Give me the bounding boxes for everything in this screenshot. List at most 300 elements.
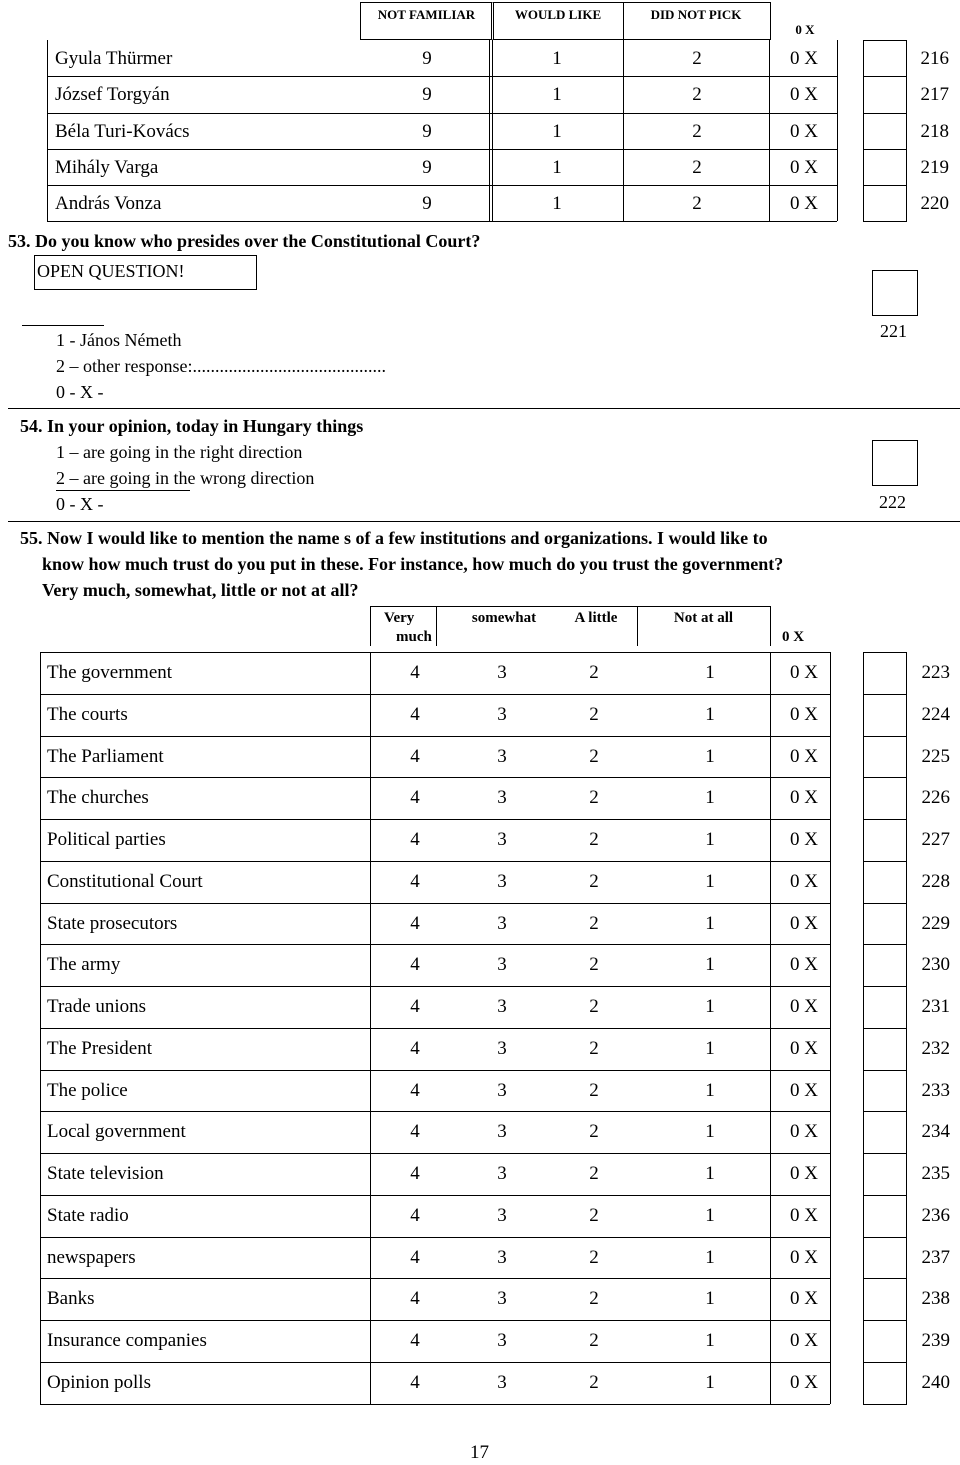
row-code: 232 <box>921 1037 950 1059</box>
value-not-familiar[interactable]: 9 <box>422 156 432 178</box>
row-code: 237 <box>921 1246 950 1268</box>
value-not-at-all[interactable]: 1 <box>705 829 715 850</box>
value-very-much[interactable]: 4 <box>410 662 420 683</box>
row-rule-top <box>40 1153 830 1154</box>
table-row <box>40 944 960 986</box>
value-a-little[interactable]: 2 <box>589 787 599 809</box>
q55-question-line-2: know how much trust do you put in these. For instance, how much do you trust the government? <box>42 554 784 574</box>
institution-name: Political parties <box>47 829 166 850</box>
value-somewhat[interactable]: 3 <box>497 1330 507 1351</box>
table-row <box>40 1278 960 1320</box>
q54-answer-box[interactable] <box>872 440 918 486</box>
row-rule-top <box>40 1362 830 1363</box>
row-border-left <box>40 1153 41 1195</box>
value-somewhat[interactable]: 3 <box>497 662 507 683</box>
col-divider <box>370 1028 371 1070</box>
col-divider <box>830 861 831 903</box>
row-border-left <box>40 1320 41 1362</box>
q52-header-did-not-pick: DID NOT PICK <box>650 7 742 22</box>
col-divider <box>370 903 371 945</box>
row-code: 220 <box>920 193 949 215</box>
value-not-at-all[interactable]: 1 <box>705 703 715 725</box>
respondent-name: Mihály Varga <box>55 156 159 178</box>
col-divider <box>492 76 493 112</box>
col-divider <box>492 40 493 76</box>
col-divider <box>489 185 490 221</box>
value-did-not-pick[interactable]: 2 <box>692 193 702 215</box>
value-did-not-pick[interactable]: 2 <box>692 156 702 178</box>
value-somewhat[interactable]: 3 <box>497 1079 507 1101</box>
value-zero-x[interactable]: 0 X <box>790 1204 818 1226</box>
col-divider <box>370 986 371 1028</box>
row-border-left <box>40 694 41 736</box>
col-divider <box>830 1362 831 1404</box>
col-divider <box>370 819 371 861</box>
institution-name: The police <box>47 1079 128 1101</box>
col-divider <box>837 113 838 149</box>
value-very-much[interactable]: 4 <box>410 996 420 1017</box>
value-a-little[interactable]: 2 <box>589 662 599 683</box>
row-code: 219 <box>920 156 949 178</box>
value-very-much[interactable]: 4 <box>410 1288 420 1310</box>
col-divider <box>769 113 770 149</box>
col-divider <box>370 694 371 736</box>
value-somewhat[interactable]: 3 <box>497 954 507 976</box>
value-zero-x[interactable]: 0 X <box>790 662 818 683</box>
col-divider <box>770 1320 771 1362</box>
value-zero-x[interactable]: 0 X <box>790 48 818 69</box>
value-zero-x[interactable]: 0 X <box>790 1121 818 1143</box>
row-code: 227 <box>921 829 950 850</box>
institution-name: The President <box>47 1037 153 1059</box>
value-somewhat[interactable]: 3 <box>497 1037 507 1059</box>
q55-header-zero-x: 0 X <box>782 629 805 645</box>
col-divider <box>770 861 771 903</box>
col-divider <box>370 1070 371 1112</box>
value-zero-x[interactable]: 0 X <box>790 1371 818 1393</box>
value-a-little[interactable]: 2 <box>589 996 599 1017</box>
value-would-like[interactable]: 1 <box>552 84 562 106</box>
col-divider <box>830 1070 831 1112</box>
col-divider <box>830 986 831 1028</box>
row-border-left <box>40 944 41 986</box>
value-very-much[interactable]: 4 <box>410 745 420 767</box>
q54-option-2: 2 – are going in the wrong direction <box>56 468 315 488</box>
value-somewhat[interactable]: 3 <box>497 1121 507 1143</box>
value-very-much[interactable]: 4 <box>410 954 420 976</box>
institution-name: Trade unions <box>47 996 147 1017</box>
col-divider <box>770 777 771 819</box>
value-not-at-all[interactable]: 1 <box>705 787 715 809</box>
q52-header <box>360 2 835 40</box>
row-border-left <box>40 1028 41 1070</box>
row-rule <box>47 221 837 222</box>
value-did-not-pick[interactable]: 2 <box>692 120 702 142</box>
col-divider <box>370 861 371 903</box>
value-zero-x[interactable]: 0 X <box>790 1288 818 1310</box>
col-divider <box>370 777 371 819</box>
col-divider <box>489 40 490 76</box>
value-zero-x[interactable]: 0 X <box>790 193 818 215</box>
value-would-like[interactable]: 1 <box>552 156 562 178</box>
value-very-much[interactable]: 4 <box>410 1204 420 1226</box>
q55-question-line-1: 55. Now I would like to mention the name s of a few institutions and organizations. I would like to <box>20 528 768 548</box>
institution-name: Local government <box>47 1121 186 1143</box>
table-row <box>40 1237 960 1279</box>
col-divider <box>623 40 624 76</box>
row-rule-top <box>40 819 830 820</box>
row-rule-top <box>40 1028 830 1029</box>
row-rule-top <box>40 652 830 653</box>
value-a-little[interactable]: 2 <box>589 1121 599 1143</box>
col-divider <box>370 652 371 694</box>
value-would-like[interactable]: 1 <box>552 120 562 142</box>
value-somewhat[interactable]: 3 <box>497 912 507 934</box>
value-a-little[interactable]: 2 <box>589 954 599 976</box>
row-border-left <box>40 1111 41 1153</box>
value-very-much[interactable]: 4 <box>410 1121 420 1143</box>
q55-header-somewhat: somewhat <box>471 610 537 626</box>
table-row <box>40 903 960 945</box>
value-very-much[interactable]: 4 <box>410 1079 420 1101</box>
value-somewhat[interactable]: 3 <box>497 745 507 767</box>
q53-note: OPEN QUESTION! <box>37 261 185 281</box>
value-zero-x[interactable]: 0 X <box>790 1037 818 1059</box>
q53-divider <box>8 408 960 409</box>
value-would-like[interactable]: 1 <box>552 193 562 215</box>
row-border-left <box>40 1070 41 1112</box>
row-code: 236 <box>921 1204 950 1226</box>
value-zero-x[interactable]: 0 X <box>790 1330 818 1351</box>
row-code: 231 <box>921 996 950 1017</box>
col-divider <box>370 736 371 778</box>
q55-header-very: Very <box>384 610 415 626</box>
page-number: 17 <box>470 1442 489 1463</box>
value-zero-x[interactable]: 0 X <box>790 703 818 725</box>
value-very-much[interactable]: 4 <box>410 787 420 809</box>
q55-header <box>370 606 830 652</box>
institution-name: State radio <box>47 1204 129 1226</box>
col-divider <box>770 1111 771 1153</box>
q55-question-line-3: Very much, somewhat, little or not at all? <box>42 580 359 600</box>
table-row <box>40 1111 960 1153</box>
row-border-left <box>40 861 41 903</box>
q55-header-not-at-all: Not at all <box>673 610 734 626</box>
col-divider <box>370 1195 371 1237</box>
value-a-little[interactable]: 2 <box>589 912 599 934</box>
value-zero-x[interactable]: 0 X <box>790 996 818 1017</box>
q54-option-rule <box>56 490 190 491</box>
col-divider <box>830 1278 831 1320</box>
value-a-little[interactable]: 2 <box>589 1288 599 1310</box>
col-divider <box>830 777 831 819</box>
institution-name: The courts <box>47 703 128 725</box>
value-not-at-all[interactable]: 1 <box>705 1163 715 1184</box>
row-code: 216 <box>920 48 949 69</box>
col-divider <box>770 652 771 694</box>
q53-answer-box[interactable] <box>872 270 918 316</box>
value-very-much[interactable]: 4 <box>410 912 420 934</box>
row-rule-top <box>40 903 830 904</box>
value-zero-x[interactable]: 0 X <box>790 912 818 934</box>
table-row <box>40 1153 960 1195</box>
institution-name: The Parliament <box>47 745 164 767</box>
value-very-much[interactable]: 4 <box>410 1371 420 1393</box>
value-very-much[interactable]: 4 <box>410 1037 420 1059</box>
q55-table <box>40 652 960 1402</box>
institution-name: State prosecutors <box>47 912 178 934</box>
respondent-name: András Vonza <box>55 193 162 215</box>
row-border-left <box>40 986 41 1028</box>
institution-name: Banks <box>47 1288 95 1310</box>
value-did-not-pick[interactable]: 2 <box>692 48 702 69</box>
col-divider <box>370 1320 371 1362</box>
row-border-left <box>40 819 41 861</box>
q54-question: 54. In your opinion, today in Hungary things <box>20 416 364 436</box>
row-rule-top <box>40 1070 830 1071</box>
value-somewhat[interactable]: 3 <box>497 1288 507 1310</box>
table-row <box>40 1320 960 1362</box>
q53-option-1: 1 - János Németh <box>56 330 182 350</box>
value-not-at-all[interactable]: 1 <box>705 1079 715 1101</box>
value-not-at-all[interactable]: 1 <box>705 1037 715 1059</box>
value-a-little[interactable]: 2 <box>589 745 599 767</box>
value-zero-x[interactable]: 0 X <box>790 156 818 178</box>
value-a-little[interactable]: 2 <box>589 829 599 850</box>
q55-header-a-little: A little <box>574 610 618 626</box>
q52-table <box>47 40 957 226</box>
col-divider <box>370 944 371 986</box>
row-code: 226 <box>921 787 950 809</box>
col-divider <box>489 149 490 185</box>
value-a-little[interactable]: 2 <box>589 1246 599 1268</box>
value-a-little[interactable]: 2 <box>589 703 599 725</box>
q53-option-2: 2 – other response:........................................... <box>56 356 386 376</box>
col-divider <box>830 1195 831 1237</box>
value-zero-x[interactable]: 0 X <box>790 1246 818 1268</box>
row-rule-top <box>40 694 830 695</box>
value-a-little[interactable]: 2 <box>589 1330 599 1351</box>
q54-divider <box>8 521 960 522</box>
row-code: 239 <box>921 1330 950 1351</box>
value-somewhat[interactable]: 3 <box>497 1246 507 1268</box>
value-somewhat[interactable]: 3 <box>497 703 507 725</box>
col-divider <box>770 1362 771 1404</box>
row-border-left <box>47 185 48 221</box>
value-not-at-all[interactable]: 1 <box>705 1246 715 1268</box>
table-row <box>47 113 957 149</box>
institution-name: Insurance companies <box>47 1330 207 1351</box>
value-did-not-pick[interactable]: 2 <box>692 84 702 106</box>
value-not-at-all[interactable]: 1 <box>705 1121 715 1143</box>
col-divider <box>770 986 771 1028</box>
col-divider <box>770 1278 771 1320</box>
table-row <box>40 652 960 694</box>
row-code: 235 <box>921 1163 950 1184</box>
col-divider <box>370 1153 371 1195</box>
row-code: 233 <box>921 1079 950 1101</box>
col-divider <box>623 185 624 221</box>
col-divider <box>830 1153 831 1195</box>
respondent-name: Gyula Thürmer <box>55 48 173 69</box>
value-not-at-all[interactable]: 1 <box>705 1371 715 1393</box>
row-code: 225 <box>921 745 950 767</box>
col-divider <box>769 40 770 76</box>
col-divider <box>769 76 770 112</box>
value-not-at-all[interactable]: 1 <box>705 912 715 934</box>
col-divider <box>770 903 771 945</box>
q53-code: 221 <box>880 321 907 341</box>
value-zero-x[interactable]: 0 X <box>790 829 818 850</box>
value-not-familiar[interactable]: 9 <box>422 120 432 142</box>
q52-header-zero-x: 0 X <box>795 22 815 37</box>
row-border-left <box>40 736 41 778</box>
table-row <box>40 819 960 861</box>
value-not-familiar[interactable]: 9 <box>422 84 432 106</box>
table-row <box>40 777 960 819</box>
col-divider <box>830 1111 831 1153</box>
value-not-at-all[interactable]: 1 <box>705 1204 715 1226</box>
value-somewhat[interactable]: 3 <box>497 870 507 892</box>
value-zero-x[interactable]: 0 X <box>790 84 818 106</box>
col-divider <box>830 652 831 694</box>
value-zero-x[interactable]: 0 X <box>790 745 818 767</box>
row-rule-top <box>40 944 830 945</box>
value-zero-x[interactable]: 0 X <box>790 870 818 892</box>
value-not-familiar[interactable]: 9 <box>422 193 432 215</box>
institution-name: The government <box>47 662 173 683</box>
row-border-left <box>47 40 48 76</box>
institution-name: Opinion polls <box>47 1371 151 1393</box>
col-divider <box>492 113 493 149</box>
value-a-little[interactable]: 2 <box>589 1079 599 1101</box>
value-not-at-all[interactable]: 1 <box>705 745 715 767</box>
row-rule-top <box>40 1195 830 1196</box>
value-zero-x[interactable]: 0 X <box>790 1079 818 1101</box>
col-divider <box>770 1195 771 1237</box>
value-very-much[interactable]: 4 <box>410 1246 420 1268</box>
col-divider <box>489 76 490 112</box>
col-divider <box>489 113 490 149</box>
institution-name: Constitutional Court <box>47 870 203 892</box>
table-row <box>40 736 960 778</box>
institution-name: newspapers <box>47 1246 136 1268</box>
col-divider <box>623 149 624 185</box>
value-somewhat[interactable]: 3 <box>497 1204 507 1226</box>
table-row <box>47 76 957 112</box>
value-very-much[interactable]: 4 <box>410 870 420 892</box>
value-zero-x[interactable]: 0 X <box>790 787 818 809</box>
table-row <box>40 1195 960 1237</box>
col-divider <box>830 736 831 778</box>
row-border-left <box>40 777 41 819</box>
value-a-little[interactable]: 2 <box>589 1037 599 1059</box>
row-border-left <box>40 1237 41 1279</box>
value-not-familiar[interactable]: 9 <box>422 48 432 69</box>
row-border-left <box>40 1195 41 1237</box>
value-would-like[interactable]: 1 <box>552 48 562 69</box>
table-row <box>40 1070 960 1112</box>
row-rule-top <box>40 777 830 778</box>
col-divider <box>837 40 838 76</box>
col-divider <box>770 694 771 736</box>
row-border-left <box>40 903 41 945</box>
row-code: 240 <box>921 1371 950 1393</box>
value-very-much[interactable]: 4 <box>410 1163 420 1184</box>
row-rule-top <box>40 1237 830 1238</box>
col-divider <box>830 1028 831 1070</box>
value-a-little[interactable]: 2 <box>589 870 599 892</box>
value-somewhat[interactable]: 3 <box>497 996 507 1017</box>
table-row <box>40 861 960 903</box>
col-divider <box>770 819 771 861</box>
row-border-left <box>40 1362 41 1404</box>
col-divider <box>837 76 838 112</box>
row-border-left <box>40 1278 41 1320</box>
col-divider <box>770 736 771 778</box>
q54-option-3: 0 - X - <box>56 494 104 514</box>
col-divider <box>623 113 624 149</box>
row-border-left <box>47 149 48 185</box>
row-border-left <box>40 652 41 694</box>
col-divider <box>830 819 831 861</box>
value-somewhat[interactable]: 3 <box>497 787 507 809</box>
value-not-at-all[interactable]: 1 <box>705 996 715 1017</box>
value-not-at-all[interactable]: 1 <box>705 954 715 976</box>
value-somewhat[interactable]: 3 <box>497 1163 507 1184</box>
value-somewhat[interactable]: 3 <box>497 829 507 850</box>
value-a-little[interactable]: 2 <box>589 1371 599 1393</box>
col-divider <box>370 1237 371 1279</box>
value-a-little[interactable]: 2 <box>589 1204 599 1226</box>
q53-note-box <box>34 255 257 290</box>
value-zero-x[interactable]: 0 X <box>790 120 818 142</box>
row-code: 238 <box>921 1288 950 1310</box>
respondent-name: Béla Turi-Kovács <box>55 120 190 142</box>
value-very-much[interactable]: 4 <box>410 829 420 850</box>
row-code: 234 <box>921 1121 950 1143</box>
col-divider <box>770 1153 771 1195</box>
value-zero-x[interactable]: 0 X <box>790 1163 818 1184</box>
q53-option-rule <box>22 325 104 326</box>
value-a-little[interactable]: 2 <box>589 1163 599 1184</box>
q54-code: 222 <box>879 492 906 512</box>
col-divider <box>370 1362 371 1404</box>
row-rule-top <box>40 986 830 987</box>
row-code: 218 <box>920 120 949 142</box>
value-not-at-all[interactable]: 1 <box>705 1288 715 1310</box>
institution-name: The churches <box>47 787 149 809</box>
col-divider <box>769 185 770 221</box>
row-rule-top <box>40 1320 830 1321</box>
value-not-at-all[interactable]: 1 <box>705 870 715 892</box>
row-border-left <box>47 76 48 112</box>
col-divider <box>492 185 493 221</box>
col-divider <box>837 149 838 185</box>
row-code: 230 <box>921 954 950 976</box>
value-not-at-all[interactable]: 1 <box>705 1330 715 1351</box>
value-somewhat[interactable]: 3 <box>497 1371 507 1393</box>
value-very-much[interactable]: 4 <box>410 703 420 725</box>
table-row <box>47 149 957 185</box>
value-not-at-all[interactable]: 1 <box>705 662 715 683</box>
row-rule-top <box>40 736 830 737</box>
table-row <box>40 986 960 1028</box>
q53-question: 53. Do you know who presides over the Constitutional Court? <box>8 231 481 251</box>
row-border-left <box>47 113 48 149</box>
value-very-much[interactable]: 4 <box>410 1330 420 1351</box>
value-zero-x[interactable]: 0 X <box>790 954 818 976</box>
